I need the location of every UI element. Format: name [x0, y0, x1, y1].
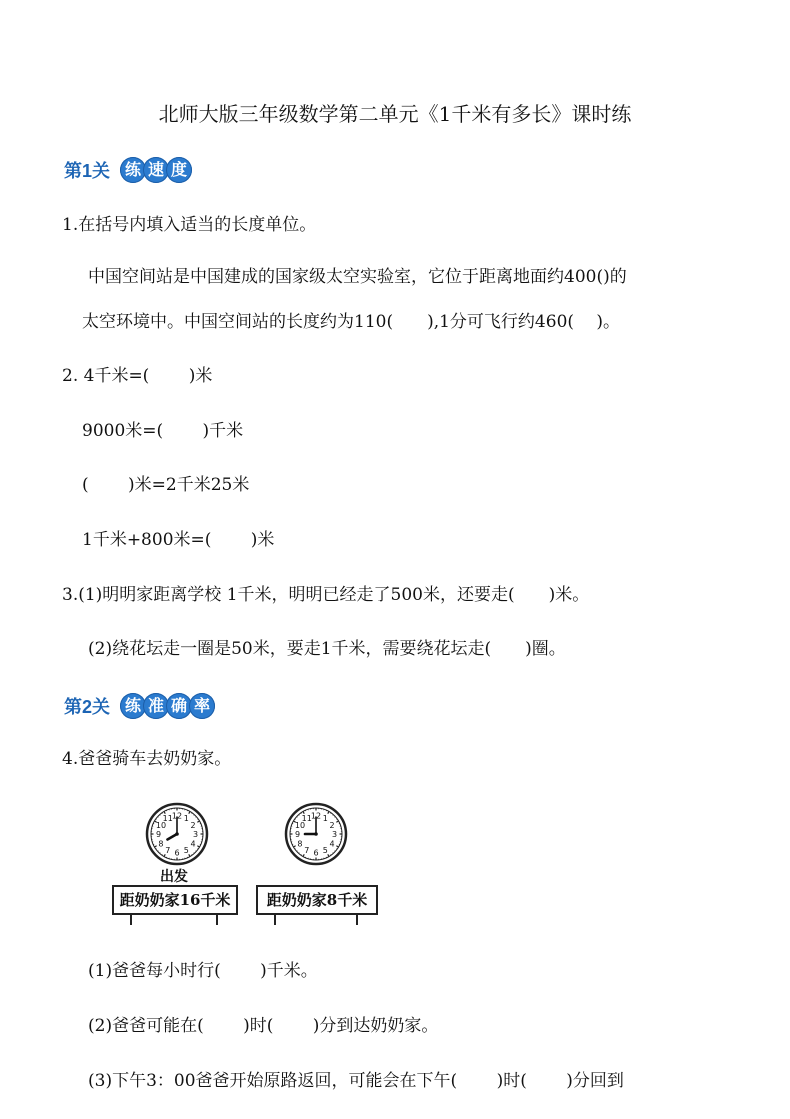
section-1-header	[64, 155, 189, 185]
clock-numeral: 2	[190, 820, 196, 830]
clock-numeral: 9	[294, 830, 301, 839]
section-1-badge-char: 练	[120, 157, 146, 183]
question-2-line-4: 1千米+800米=( )米	[82, 530, 275, 550]
section-2-badge-char: 率	[189, 693, 215, 719]
section-2-badge-char: 练	[120, 693, 146, 719]
clock-numeral: 12	[310, 811, 322, 821]
question-4-stem: 4.爸爸骑车去奶奶家。	[62, 749, 232, 769]
clock-center	[175, 832, 179, 836]
question-4-part-2: (2)爸爸可能在( )时( )分到达奶奶家。	[88, 1016, 439, 1036]
section-1-badge	[120, 157, 189, 183]
clock-numeral: 2	[329, 820, 335, 830]
question-2-line-2: 9000米=( )千米	[82, 421, 244, 441]
clock-numeral: 8	[158, 839, 164, 849]
sign-post	[216, 915, 218, 925]
clock-numeral: 10	[294, 820, 306, 830]
section-2-badge-char: 准	[143, 693, 169, 719]
question-1-stem: 1.在括号内填入适当的长度单位。	[62, 215, 317, 235]
clock-numeral: 3	[192, 830, 199, 839]
clock-numeral: 5	[183, 846, 189, 856]
clock-2	[284, 802, 348, 866]
depart-label: 出发	[160, 869, 188, 885]
question-1-line-1: 中国空间站是中国建成的国家级太空实验室，它位于距离地面约400()的	[88, 267, 627, 287]
clock-numeral: 11	[301, 813, 312, 823]
clock-numeral: 9	[155, 830, 162, 839]
clock-numeral: 7	[165, 846, 171, 856]
question-4-part-3: (3)下午3：00爸爸开始原路返回，可能会在下午( )时( )分回到	[88, 1071, 624, 1091]
section-1-badge-char: 度	[166, 157, 192, 183]
question-2-line-3: ( )米=2千米25米	[82, 475, 250, 495]
distance-sign-2: 距奶奶家8千米	[256, 885, 378, 915]
clock-numeral: 11	[162, 813, 173, 823]
clock-numeral: 7	[304, 846, 310, 856]
clock-numeral: 12	[171, 811, 183, 821]
clock-numeral: 6	[313, 848, 319, 858]
sign-post	[130, 915, 132, 925]
question-1-line-2: 太空环境中。中国空间站的长度约为110( ),1分可飞行约460( )。	[82, 312, 621, 332]
section-2-badge	[120, 693, 212, 719]
clock-numeral: 4	[190, 839, 196, 849]
section-2-header	[64, 691, 212, 721]
clock-numeral: 8	[297, 839, 303, 849]
section-1-label: 第1关	[64, 161, 111, 181]
question-2-line-1: 2. 4千米=( )米	[62, 366, 213, 386]
clock-numeral: 1	[322, 813, 328, 823]
clock-center	[314, 832, 318, 836]
page-title: 北师大版三年级数学第二单元《1千米有多长》课时练	[158, 102, 632, 126]
clock-numeral: 4	[329, 839, 335, 849]
clock-numeral: 10	[155, 820, 167, 830]
clock-1	[145, 802, 209, 866]
sign-post	[356, 915, 358, 925]
distance-sign-1: 距奶奶家16千米	[112, 885, 238, 915]
clock-numeral: 5	[322, 846, 328, 856]
sign-post	[274, 915, 276, 925]
question-3-line-1: 3.(1)明明家距离学校 1千米，明明已经走了500米，还要走( )米。	[62, 585, 590, 605]
clock-numeral: 1	[183, 813, 189, 823]
question-4-part-1: (1)爸爸每小时行( )千米。	[88, 961, 318, 981]
section-2-label: 第2关	[64, 697, 111, 717]
section-1-badge-char: 速	[143, 157, 169, 183]
question-3-line-2: (2)绕花坛走一圈是50米，要走1千米，需要绕花坛走( )圈。	[88, 639, 566, 659]
section-2-badge-char: 确	[166, 693, 192, 719]
clock-numeral: 3	[331, 830, 338, 839]
clock-numeral: 6	[174, 848, 180, 858]
